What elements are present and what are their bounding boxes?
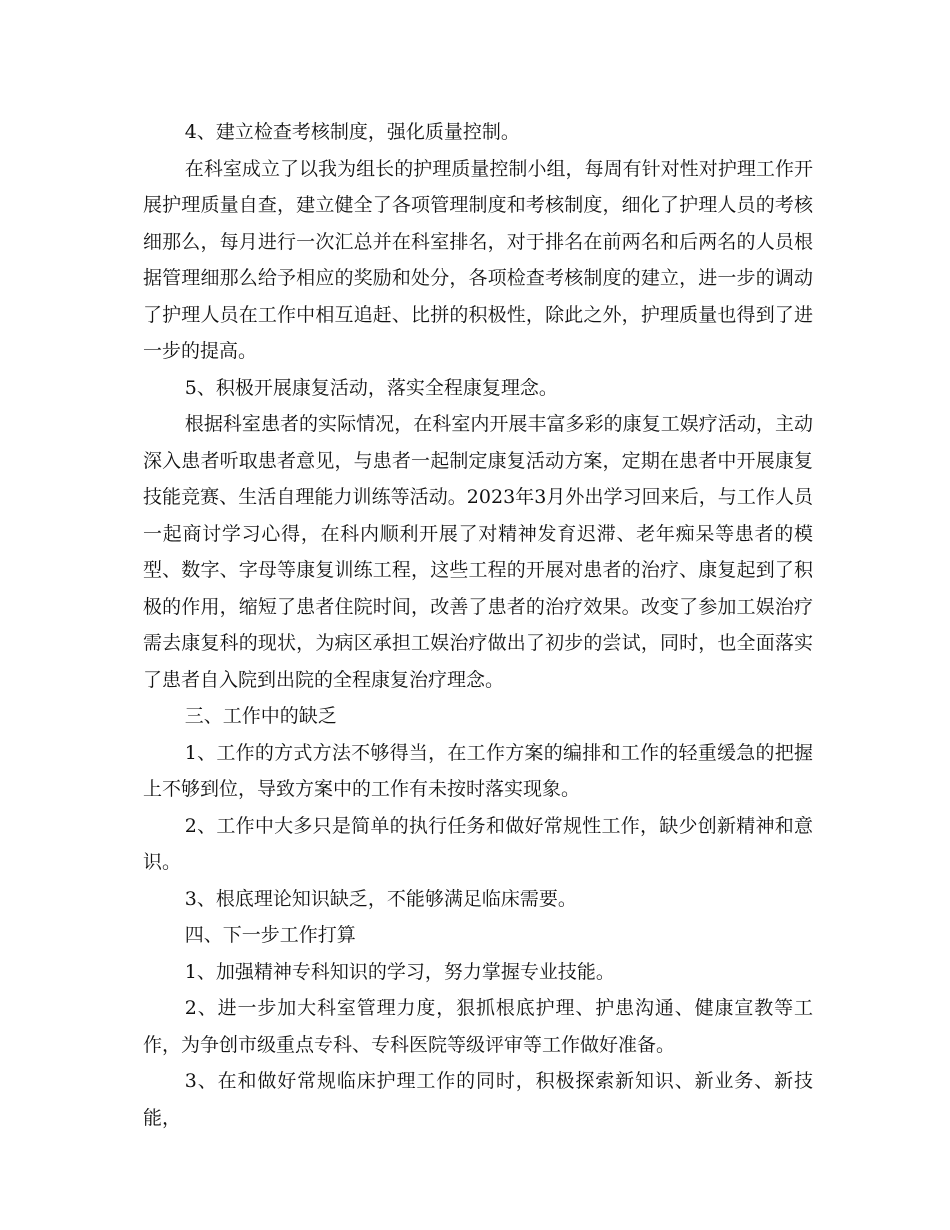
paragraph-shortcoming-1: 1、工作的方式方法不够得当，在工作方案的编排和工作的轻重缓急的把握上不够到位，导致方案中的工作有未按时落实现象。: [143, 741, 813, 800]
paragraph-quality-control: 在科室成立了以我为组长的护理质量控制小组，每周有针对性对护理工作开展护理质量自查，建立健全了各项管理制度和考核制度，细化了护理人员的考核细那么，每月进行一次汇总并在科室排名，对于排名在前两名和后两名的人员根据管理细那么给予相应的奖励和处分，各项检查考核制度的建立，进一步的调动了护理人员在工作中相互追赶、比拼的积极性，除此之外，护理质量也得到了进一步的提高。: [143, 157, 813, 362]
paragraph-rehabilitation: 根据科室患者的实际情况，在科室内开展丰富多彩的康复工娱疗活动，主动深入患者听取患者意见，与患者一起制定康复活动方案，定期在患者中开展康复技能竞赛、生活自理能力训练等活动。2023年3月外出学习回来后，与工作人员一起商讨学习心得，在科内顺利开展了对精神发育迟滞、老年痴呆等患者的模型、数字、字母等康复训练工程，这些工程的开展对患者的治疗、康复起到了积极的作用，缩短了患者住院时间，改善了患者的治疗效果。改变了参加工娱治疗需去康复科的现状，为病区承担工娱治疗做出了初步的尝试，同时，也全面落实了患者自入院到出院的全程康复治疗理念。: [143, 413, 813, 691]
paragraph-plan-1: 1、加强精神专科知识的学习，努力掌握专业技能。: [184, 960, 615, 983]
section-heading-quality-control: 4、建立检查考核制度，强化质量控制。: [184, 121, 520, 143]
document-body: [143, 114, 813, 1136]
section-heading-rehabilitation: 5、积极开展康复活动，落实全程康复理念。: [184, 376, 558, 399]
section-heading-shortcomings: 三、工作中的缺乏: [184, 705, 337, 727]
paragraph-shortcoming-3: 3、根底理论知识缺乏，不能够满足临床需要。: [184, 887, 577, 910]
section-heading-next-plan: 四、下一步工作打算: [184, 924, 356, 946]
paragraph-plan-2: 2、进一步加大科室管理力度，狠抓根底护理、护患沟通、健康宣教等工作，为争创市级重点专科、专科医院等级评审等工作做好准备。: [143, 997, 813, 1056]
paragraph-shortcoming-2: 2、工作中大多只是简单的执行任务和做好常规性工作，缺少创新精神和意识。: [143, 814, 813, 873]
paragraph-plan-3: 3、在和做好常规临床护理工作的同时，积极探索新知识、新业务、新技能，: [143, 1070, 813, 1129]
